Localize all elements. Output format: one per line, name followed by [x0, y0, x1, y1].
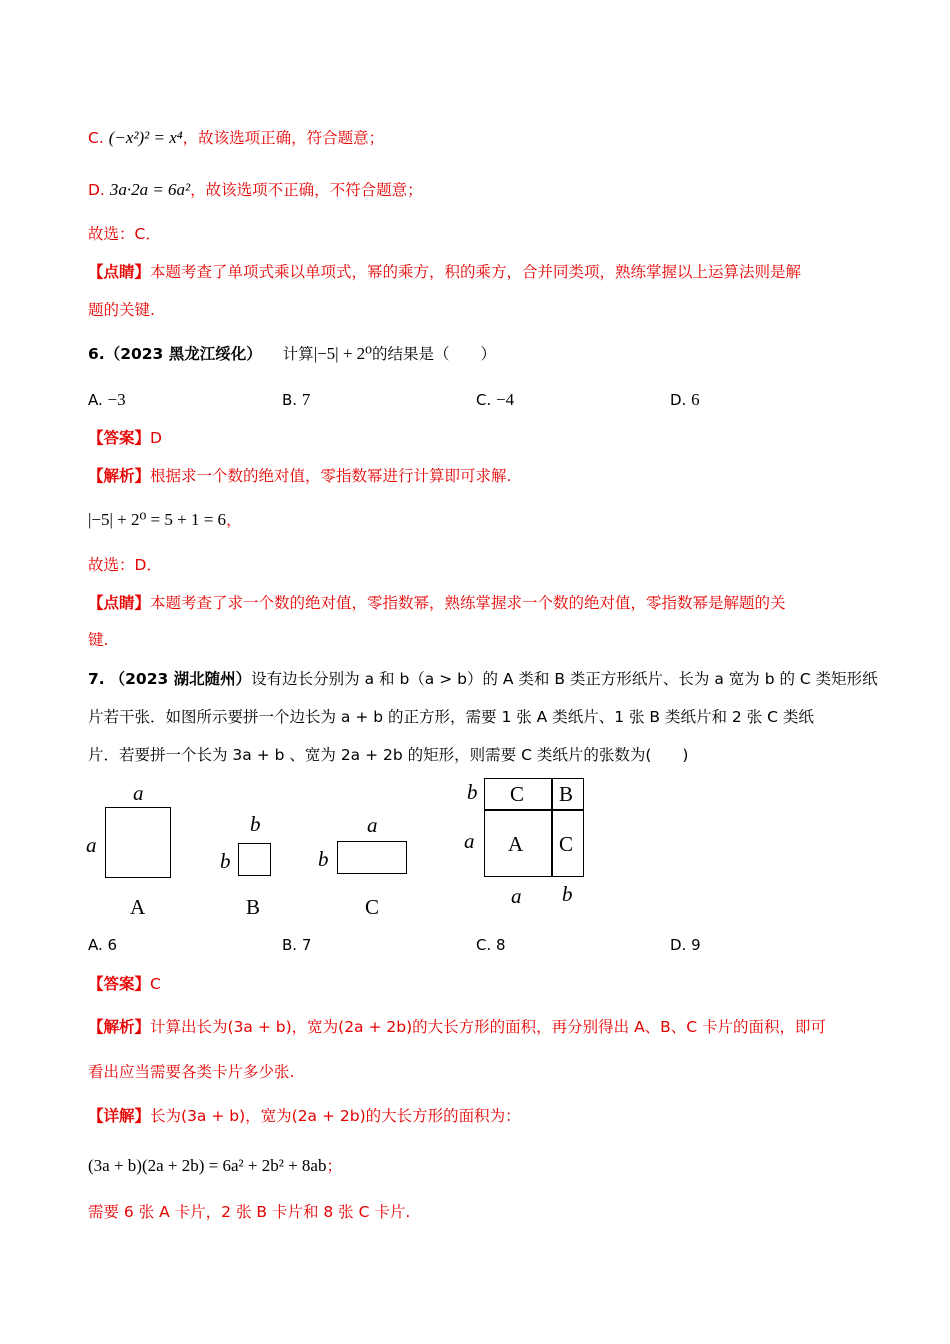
q6-stem [88, 344, 496, 364]
q5-d-text: ，故该选项不正确，不符合题意； [190, 181, 423, 199]
q7-option-a: A. 6 [88, 936, 118, 954]
q6-option-c: C. −4 [476, 390, 515, 409]
fig-label-c: C [365, 895, 380, 919]
fig-big-a: a [464, 829, 475, 853]
q6-answer: 【答案】D [88, 429, 162, 447]
fig-c-top: a [367, 813, 378, 837]
q7-analysis-line2: 看出应当需要各类卡片多少张. [88, 1063, 295, 1081]
fig-big-vline [551, 778, 553, 877]
q6-option-a: A. −3 [88, 390, 126, 409]
fig-cell-a: A [508, 832, 524, 856]
q7-calc: (3a + b)(2a + 2b) = 6a² + 2b² + 8ab； [88, 1156, 342, 1175]
fig-big-bottom-a: a [511, 884, 522, 908]
q7-option-c: C. 8 [476, 936, 506, 954]
q7-analysis: 【解析】计算出长为(3a + b)，宽为(2a + 2b)的大长方形的面积，再分别得出 A、B、C 卡片的面积，即可 [88, 1018, 827, 1036]
q6-comment-line2: 键. [88, 631, 109, 649]
q6-analysis: 【解析】根据求一个数的绝对值，零指数幂进行计算即可求解. [88, 467, 512, 485]
q7-detail: 【详解】长为(3a + b)，宽为(2a + 2b)的大长方形的面积为： [88, 1107, 521, 1125]
q5-comment-tag: 【点睛】 [88, 263, 151, 281]
q6-comment: 【点睛】本题考查了求一个数的绝对值，零指数幂，熟练掌握求一个数的绝对值，零指数幂是解题的关 [88, 594, 786, 612]
fig-square-b [238, 843, 271, 876]
fig-big-hline [484, 809, 584, 811]
q6-stem-expr: |−5| + 2⁰ [313, 344, 372, 363]
fig-b-left: b [220, 849, 231, 873]
q6-stem-pre: 计算 [282, 345, 314, 363]
q5-comment [88, 262, 801, 282]
q5-choose: 故选：C． [88, 225, 161, 243]
q7-option-b: B. 7 [282, 936, 312, 954]
q7-answer: 【答案】C [88, 975, 161, 993]
q5-d-expr: 3a·2a = 6a² [109, 180, 191, 199]
q5-comment-line1: 本题考查了单项式乘以单项式，幂的乘方，积的乘方，合并同类项，熟练掌握以上运算法则是解 [150, 263, 802, 281]
fig-cell-c1: C [510, 782, 525, 806]
q6-option-b: B. 7 [282, 390, 311, 409]
q6-option-d: D. 6 [670, 390, 700, 409]
q6-stem-post: 的结果是（ ） [371, 345, 496, 363]
fig-b-top: b [250, 812, 261, 836]
q7-conclusion: 需要 6 张 A 卡片，2 张 B 卡片和 8 张 C 卡片. [88, 1203, 411, 1221]
fig-label-a: A [130, 895, 146, 919]
fig-big-bottom-b: b [562, 882, 573, 906]
fig-cell-b: B [559, 782, 574, 806]
fig-big-b: b [467, 780, 478, 804]
fig-a-top: a [133, 781, 144, 805]
q6-calc: |−5| + 2⁰ = 5 + 1 = 6， [88, 510, 242, 529]
q6-number: 6. [88, 345, 105, 363]
q5-option-d [88, 180, 423, 200]
q6-source: （2023 黑龙江绥化） [104, 345, 262, 363]
q5-c-text: ，故该选项正确，符合题意； [182, 129, 385, 147]
fig-square-a [105, 807, 171, 878]
fig-c-left: b [318, 847, 329, 871]
fig-cell-c2: C [559, 832, 574, 856]
q7-stem-line3: 片．若要拼一个长为 3a + b 、宽为 2a + 2b 的矩形，则需要 C 类纸片的张数为( ) [88, 746, 689, 764]
q5-c-expr: (−x²)² = x⁴ [108, 128, 183, 147]
q5-d-label: D. [88, 181, 105, 199]
q7-option-d: D. 9 [670, 936, 701, 954]
q5-comment-line2: 题的关键. [88, 301, 155, 319]
fig-rect-c [337, 841, 407, 874]
q7-stem-line1: 7. （2023 湖北随州）设有边长分别为 a 和 b（a > b）的 A 类和 B 类正方形纸片、长为 a 宽为 b 的 C 类矩形纸 [88, 670, 878, 688]
q5-c-label: C. [88, 129, 104, 147]
q7-stem-line2: 片若干张．如图所示要拼一个边长为 a + b 的正方形，需要 1 张 A 类纸片、1 张 B 类纸片和 2 张 C 类纸 [88, 708, 814, 726]
q5-option-c [88, 128, 384, 148]
q6-choose: 故选：D． [88, 556, 162, 574]
fig-label-b: B [246, 895, 261, 919]
fig-a-left: a [86, 833, 97, 857]
